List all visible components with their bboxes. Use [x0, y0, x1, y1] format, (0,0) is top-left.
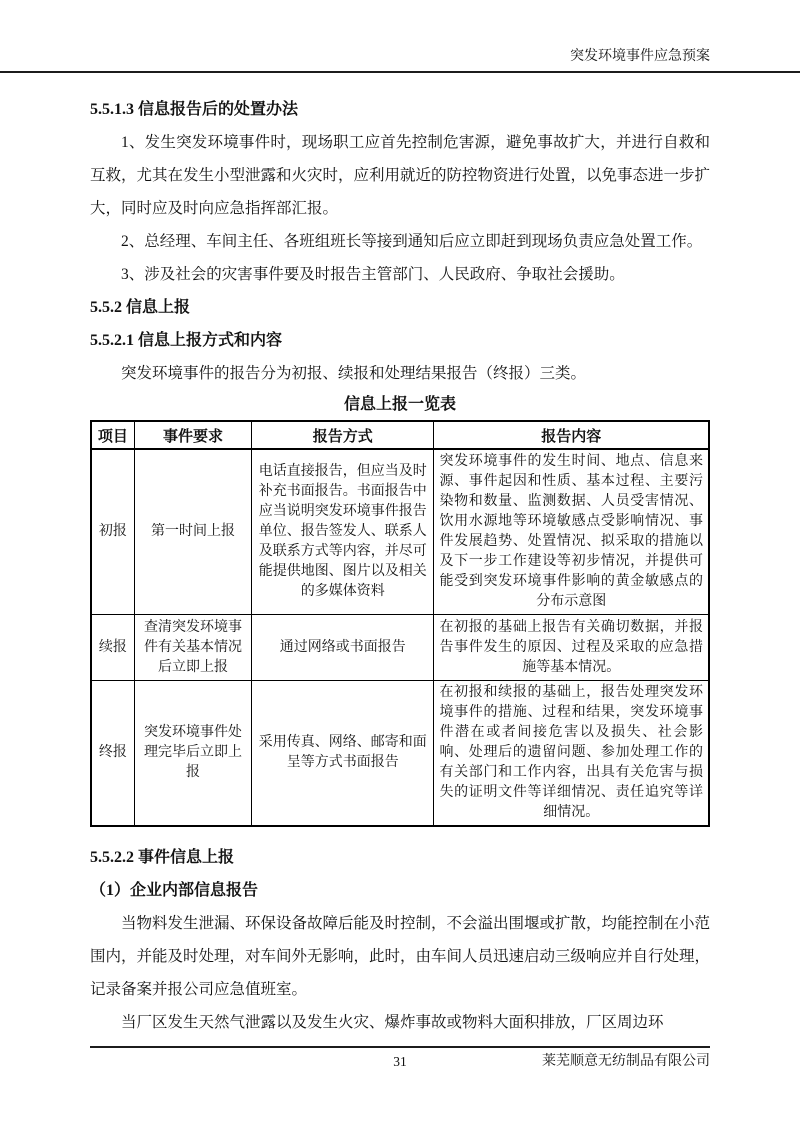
header-title: 突发环境事件应急预案 [570, 49, 710, 64]
paragraph-5513-1: 1、发生突发环境事件时，现场职工应首先控制危害源，避免事故扩大，并进行自救和互救，尤其在发生小型泄露和火灾时，应利用就近的防控物资进行处置，以免事态进一步扩大，同时应及时向应急指挥部汇报。 [90, 134, 711, 217]
table-row [91, 615, 709, 681]
cell-item: 续报 [91, 615, 134, 681]
table-row [91, 681, 709, 827]
column-header-item: 项目 [91, 421, 134, 449]
page-footer [90, 1046, 710, 1071]
cell-content: 在初报和续报的基础上，报告处理突发环境事件的措施、过程和结果，突发环境事件潜在或者间接危害以及损失、社会影响、处理后的遗留问题、参加处理工作的有关部门和工作内容，出具有关危害与损失的证明文件等详细情况、责任追究等详细情况。 [434, 681, 709, 827]
page-header [0, 0, 800, 73]
cell-method: 采用传真、网络、邮寄和面呈等方式书面报告 [252, 681, 434, 827]
report-table [90, 420, 710, 827]
cell-content: 突发环境事件的发生时间、地点、信息来源、事件起因和性质、基本过程、主要污染物和数量、监测数据、人员受害情况、饮用水源地等环境敏感点受影响情况、事件发展趋势、处置情况、拟采取的措施以及下一步工作建设等初步情况，并提供可能受到突发环境事件影响的黄金敏感点的分布示意图 [434, 449, 709, 615]
cell-requirement: 查清突发环境事件有关基本情况后立即上报 [134, 615, 251, 681]
paragraph-5513-2: 2、总经理、车间主任、各班组班长等接到通知后应立即赶到现场负责应急处置工作。 [121, 233, 703, 250]
page-number: 31 [393, 1054, 407, 1069]
paragraph-5522-2: 当厂区发生天然气泄露以及发生火灾、爆炸事故或物料大面积排放，厂区周边环 [121, 1014, 664, 1031]
cell-method: 通过网络或书面报告 [252, 615, 434, 681]
cell-item: 初报 [91, 449, 134, 615]
cell-method: 电话直接报告，但应当及时补充书面报告。书面报告中应当说明突发环境事件报告单位、报告签发人、联系人及联系方式等内容，并尽可能提供地图、图片以及相关的多媒体资料 [252, 449, 434, 615]
table-row [91, 449, 709, 615]
table-header-row [91, 421, 709, 449]
column-header-method: 报告方式 [252, 421, 434, 449]
cell-requirement: 突发环境事件处理完毕后立即上报 [134, 681, 251, 827]
cell-item: 终报 [91, 681, 134, 827]
heading-552: 5.5.2 信息上报 [90, 299, 191, 316]
cell-content: 在初报的基础上报告有关确切数据，并报告事件发生的原因、过程及采取的应急措施等基本情况。 [434, 615, 709, 681]
page-body [0, 93, 800, 1039]
paragraph-5513-3: 3、涉及社会的灾害事件要及时报告主管部门、人民政府、争取社会援助。 [121, 266, 625, 283]
column-header-content: 报告内容 [434, 421, 709, 449]
table-title: 信息上报一览表 [343, 396, 456, 413]
cell-requirement: 第一时间上报 [134, 449, 251, 615]
paragraph-5521-1: 突发环境事件的报告分为初报、续报和处理结果报告（终报）三类。 [121, 365, 587, 382]
footer-company-name: 莱芜顺意无纺制品有限公司 [542, 1054, 710, 1069]
paragraph-5522-1: 当物料发生泄漏、环保设备故障后能及时控制，不会溢出围堰或扩散，均能控制在小范围内，并能及时处理，对车间外无影响，此时，由车间人员迅速启动三级响应并自行处理，记录备案并报公司应急值班室。 [90, 915, 711, 998]
column-header-requirement: 事件要求 [134, 421, 251, 449]
subheading-internal-report: （1）企业内部信息报告 [90, 882, 259, 899]
heading-5513: 5.5.1.3 信息报告后的处置办法 [90, 101, 299, 118]
heading-5521: 5.5.2.1 信息上报方式和内容 [90, 332, 283, 349]
heading-5522: 5.5.2.2 事件信息上报 [90, 849, 235, 866]
